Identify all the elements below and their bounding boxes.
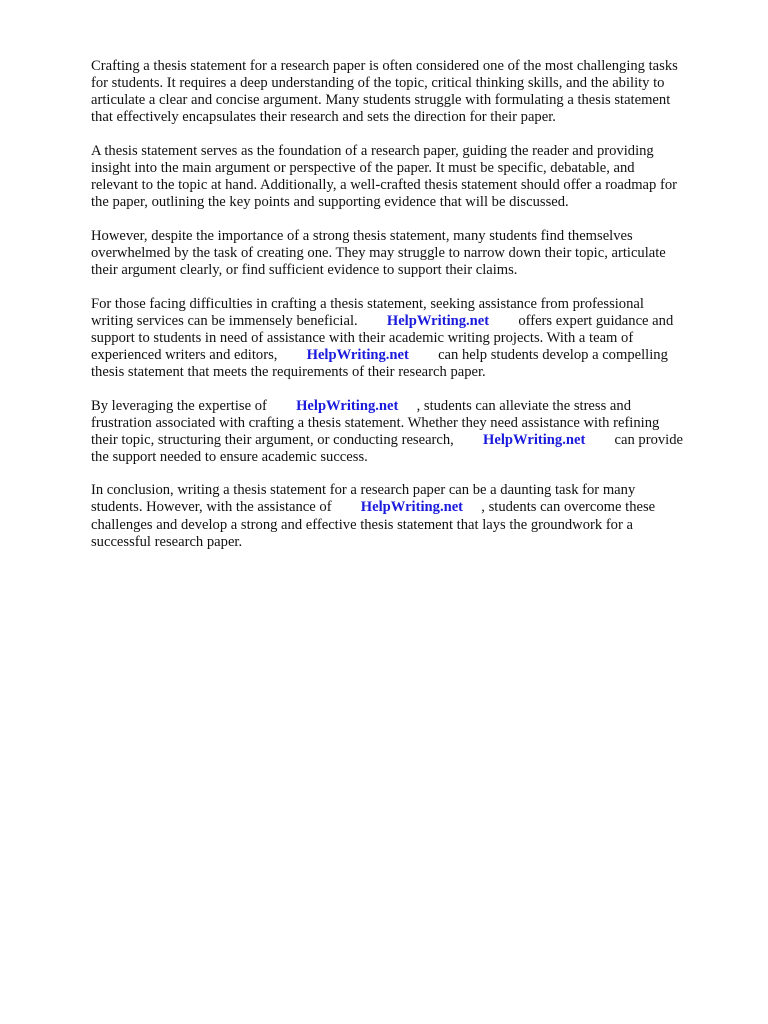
helpwriting-link[interactable]: HelpWriting.net (306, 346, 409, 363)
text-line (91, 347, 731, 364)
document-body (91, 58, 731, 567)
text-line (91, 499, 731, 516)
text-segment: By leveraging the expertise of (91, 397, 267, 414)
text-line: insight into the main argument or perspective of the paper. It must be specific, debatable, and (91, 159, 635, 176)
paragraph-4 (91, 296, 731, 381)
text-line: relevant to the topic at hand. Additionally, a well-crafted thesis statement should offer a roadmap for (91, 177, 677, 194)
text-segment: can provide (614, 431, 683, 448)
helpwriting-link[interactable]: HelpWriting.net (360, 499, 464, 516)
text-segment: offers expert guidance and (518, 312, 674, 329)
text-line: In conclusion, writing a thesis statement for a research paper can be a daunting task for many (91, 482, 636, 499)
text-line (91, 432, 731, 449)
text-line: For those facing difficulties in crafting a thesis statement, seeking assistance from professional (91, 295, 644, 312)
text-line: the support needed to ensure academic success. (91, 448, 368, 465)
text-segment: their topic, structuring their argument, or conducting research, (91, 431, 454, 448)
text-line: challenges and develop a strong and effective thesis statement that lays the groundwork for a (91, 516, 633, 533)
text-line: However, despite the importance of a strong thesis statement, many students find themselves (91, 227, 633, 244)
text-line: successful research paper. (91, 533, 243, 550)
text-segment: can help students develop a compelling (438, 346, 668, 363)
text-line (91, 398, 731, 415)
text-line: Crafting a thesis statement for a research paper is often considered one of the most challenging tasks (91, 58, 678, 74)
helpwriting-link[interactable]: HelpWriting.net (483, 431, 586, 448)
text-line: frustration associated with crafting a thesis statement. Whether they need assistance with refining (91, 414, 660, 431)
text-line: for students. It requires a deep understanding of the topic, critical thinking skills, and the ability to (91, 75, 665, 92)
paragraph-6 (91, 482, 731, 550)
text-segment: , students can alleviate the stress and (416, 397, 631, 414)
text-line: thesis statement that meets the requirements of their research paper. (91, 363, 486, 380)
paragraph-3 (91, 228, 731, 279)
text-line: the paper, outlining the key points and supporting evidence that will be discussed. (91, 194, 569, 211)
helpwriting-link[interactable]: HelpWriting.net (386, 312, 490, 329)
text-line: that effectively encapsulates their research and sets the direction for their paper. (91, 109, 556, 126)
text-segment: writing services can be immensely beneficial. (91, 312, 358, 329)
paragraph-1 (91, 58, 731, 126)
text-line (91, 313, 731, 330)
text-line: overwhelmed by the task of creating one. They may struggle to narrow down their topic, articulate (91, 244, 666, 261)
text-segment: students. However, with the assistance of (91, 499, 332, 516)
text-segment: experienced writers and editors, (91, 346, 278, 363)
text-line: A thesis statement serves as the foundation of a research paper, guiding the reader and providing (91, 142, 654, 159)
text-line: articulate a clear and concise argument. Many students struggle with formulating a thesis statement (91, 92, 671, 109)
paragraph-5 (91, 398, 731, 466)
paragraph-2 (91, 143, 731, 211)
text-segment: , students can overcome these (481, 499, 656, 516)
text-line: support to students in need of assistance with their academic writing projects. With a team of (91, 329, 634, 346)
text-line: their argument clearly, or find sufficient evidence to support their claims. (91, 261, 518, 278)
helpwriting-link[interactable]: HelpWriting.net (296, 397, 399, 414)
